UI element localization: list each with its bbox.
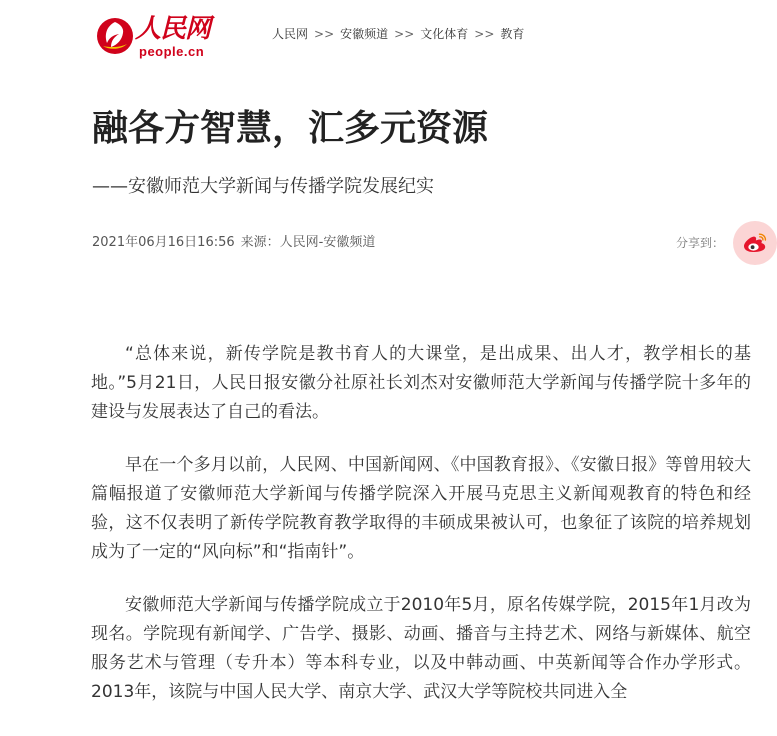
site-logo[interactable] <box>95 14 215 62</box>
breadcrumb <box>272 26 524 42</box>
logo-chinese-text: 人民网 <box>135 14 211 44</box>
article-body <box>91 340 751 731</box>
share-weibo-button[interactable] <box>733 221 777 265</box>
article-subtitle: ——安徽师范大学新闻与传播学院发展纪实 <box>92 176 434 197</box>
breadcrumb-item-education[interactable]: 教育 <box>500 27 525 41</box>
article-paragraph: “总体来说，新传学院是教书育人的大课堂，是出成果、出人才，教学相长的基地。”5月21日，人民日报安徽分社原社长刘杰对安徽师范大学新闻与传播学院十多年的建设与发展表达了自己的看法。 <box>91 344 751 422</box>
article-paragraph: 安徽师范大学新闻与传播学院成立于2010年5月，原名传媒学院，2015年1月改为现名。学院现有新闻学、广告学、摄影、动画、播音与主持艺术、网络与新媒体、航空服务艺术与管理（专升本）等本科专业，以及中韩动画、中英新闻等合作办学形式。2013年，该院与中国人民大学、南京大学、武汉大学等院校共同进入全 <box>91 595 751 702</box>
breadcrumb-separator: >> <box>314 27 335 41</box>
site-header <box>0 0 777 70</box>
breadcrumb-item-anhui[interactable]: 安徽频道 <box>340 27 389 41</box>
weibo-icon <box>743 232 767 254</box>
article-meta <box>92 234 375 252</box>
breadcrumb-item-culture-sports[interactable]: 文化体育 <box>420 27 469 41</box>
breadcrumb-separator: >> <box>474 27 495 41</box>
breadcrumb-item-people[interactable]: 人民网 <box>272 27 309 41</box>
people-daily-emblem-icon <box>95 16 135 56</box>
article-paragraph: 早在一个多月以前，人民网、中国新闻网、《中国教育报》、《安徽日报》等曾用较大篇幅报道了安徽师范大学新闻与传播学院深入开展马克思主义新闻观教育的特色和经验，这不仅表明了新传学院教育教学取得的丰硕成果被认可，也象征了该院的培养规划成为了一定的“风向标”和“指南针”。 <box>91 455 751 562</box>
publish-datetime: 2021年06月16日16:56 <box>92 235 235 250</box>
article-title: 融各方智慧，汇多元资源 <box>92 108 489 149</box>
logo-english-text: people.cn <box>139 44 205 59</box>
breadcrumb-separator: >> <box>394 27 415 41</box>
source-link[interactable]: 人民网-安徽频道 <box>279 235 376 250</box>
share-label: 分享到： <box>676 236 725 250</box>
source-label: 来源： <box>240 235 280 250</box>
